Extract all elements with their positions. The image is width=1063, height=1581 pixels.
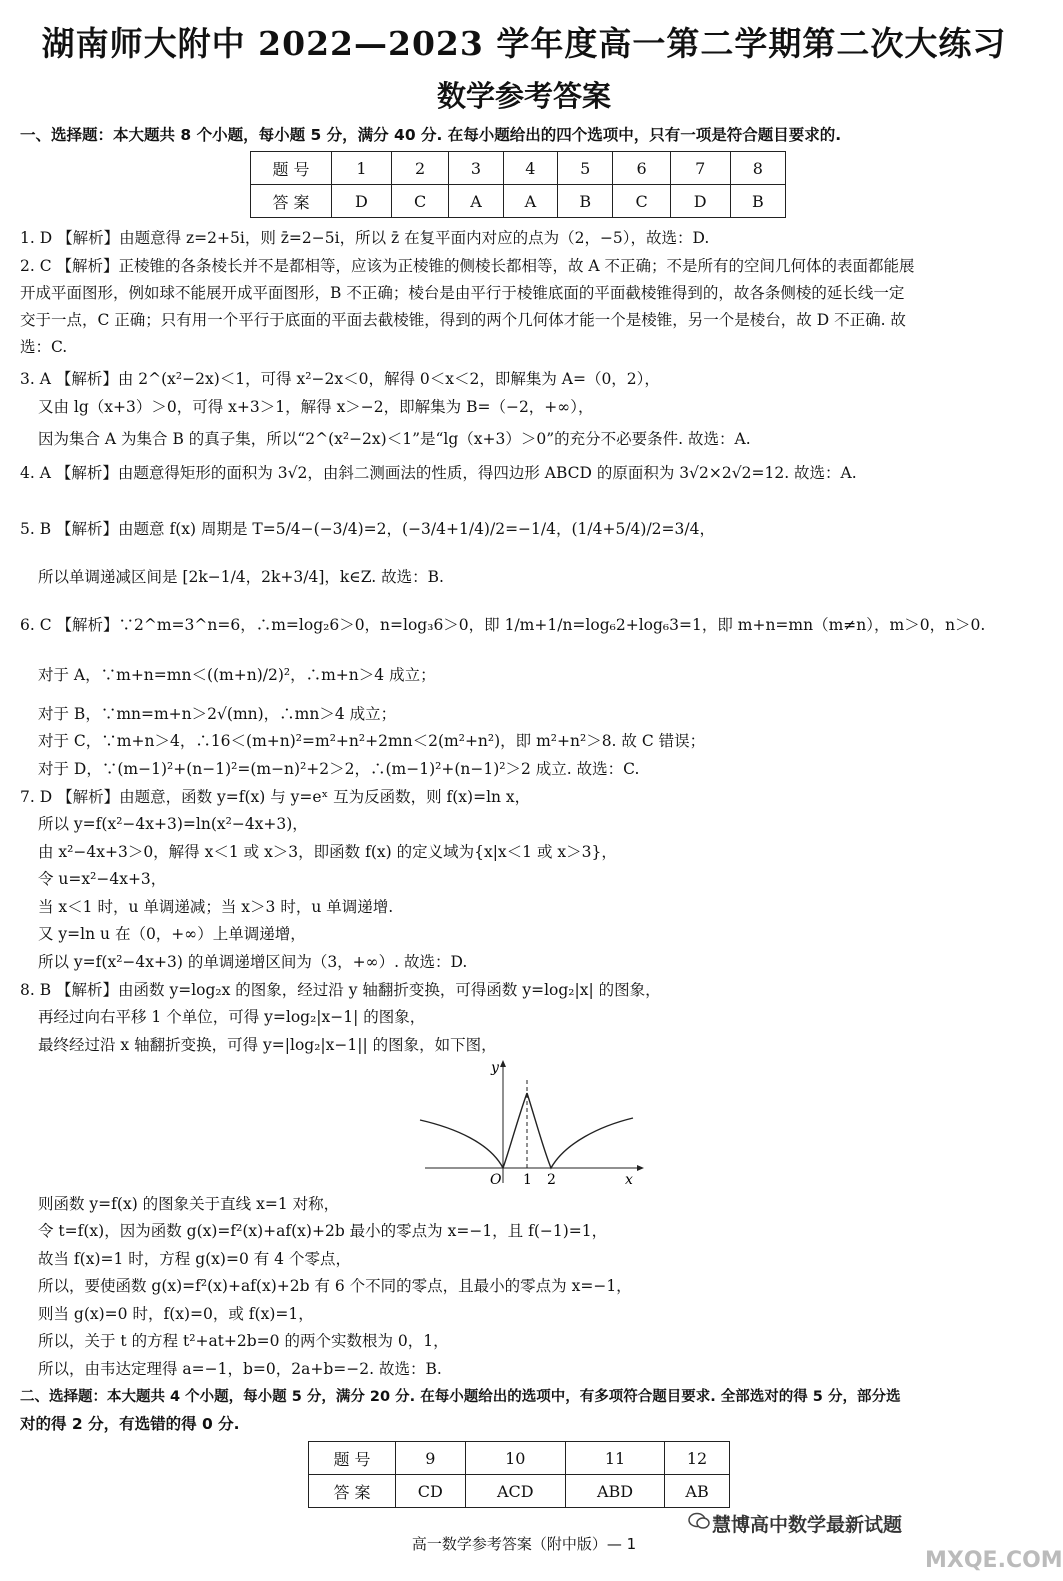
solution-line: 由 x²−4x+3＞0，解得 x＜1 或 x＞3，即函数 f(x) 的定义域为{x|x＜1 或 x＞3}， <box>38 843 617 861</box>
table-cell: B <box>558 185 613 218</box>
section2-heading-cont: 对的得 2 分，有选错的得 0 分. <box>20 1415 240 1433</box>
solution-line: 6. C 【解析】∵2^m=3^n=6，∴m=log₂6＞0，n=log₃6＞0，即 1/m+1/n=log₆2+log₆3=1，即 m+n=mn（m≠n），m＞0，n＞0. <box>20 616 986 634</box>
table-row-label: 题 号 <box>251 152 332 185</box>
table-cell: CD <box>396 1475 466 1508</box>
x-axis-arrow-icon <box>637 1165 644 1171</box>
solution-line: 3. A 【解析】由 2^(x²−2x)＜1，可得 x²−2x＜0，解得 0＜x＜2，即解集为 A=（0，2）， <box>20 370 660 388</box>
solution-line: 最终经过沿 x 轴翻折变换，可得 y=|log₂|x−1|| 的图象，如下图， <box>38 1036 497 1054</box>
solution-line: 所以 y=f(x²−4x+3) 的单调递增区间为（3，+∞）. 故选：D. <box>38 953 468 971</box>
table-row <box>309 1475 730 1508</box>
section2-heading: 二、选择题：本大题共 4 个小题，每小题 5 分，满分 20 分. 在每小题给出的选项中，有多项符合题目要求. 全部选对的得 5 分，部分选 <box>20 1389 901 1405</box>
table-cell: 7 <box>670 152 730 185</box>
solution-line: 选：C. <box>20 338 68 356</box>
x-axis-label: x <box>625 1172 633 1188</box>
table-cell: 8 <box>730 152 785 185</box>
solution-line: 所以 y=f(x²−4x+3)=ln(x²−4x+3)， <box>38 815 308 833</box>
table-cell: C <box>391 185 448 218</box>
solution-line: 又 y=ln u 在（0，+∞）上单调递增， <box>38 925 306 943</box>
section1-heading: 一、选择题：本大题共 8 个小题，每小题 5 分，满分 40 分. 在每小题给出的四个选项中，只有一项是符合题目要求的. <box>20 126 842 144</box>
page-subtitle: 数学参考答案 <box>436 79 611 113</box>
table-cell: 9 <box>396 1442 466 1475</box>
solution-line: 令 u=x²−4x+3， <box>38 870 167 888</box>
page-footer: 高一数学参考答案（附中版）— 1 <box>411 1535 637 1553</box>
solution-line: 所以单调递减区间是 [2k−1/4，2k+3/4]，k∈Z. 故选：B. <box>38 568 444 586</box>
table-row-label: 题 号 <box>309 1442 396 1475</box>
curve-left <box>420 1093 527 1168</box>
watermark-site: MXQE.COM <box>925 1548 1063 1573</box>
table-cell: 1 <box>332 152 392 185</box>
table-row-label: 答 案 <box>251 185 332 218</box>
table-cell: 5 <box>558 152 613 185</box>
solution-line: 所以，由韦达定理得 a=−1，b=0，2a+b=−2. 故选：B. <box>38 1360 442 1378</box>
table-cell: B <box>730 185 785 218</box>
table-cell: 12 <box>665 1442 730 1475</box>
solution-line: 5. B 【解析】由题意 f(x) 周期是 T=5/4−(−3/4)=2，(−3/4+1/4)/2=−1/4，(1/4+5/4)/2=3/4， <box>20 520 715 538</box>
table-cell: C <box>613 185 670 218</box>
table-cell: 6 <box>613 152 670 185</box>
table-cell: 10 <box>465 1442 565 1475</box>
table-cell: 3 <box>449 152 503 185</box>
table-cell: 4 <box>503 152 557 185</box>
table-cell: A <box>503 185 557 218</box>
table-cell: D <box>670 185 730 218</box>
curve-right <box>527 1093 633 1168</box>
solution-line: 4. A 【解析】由题意得矩形的面积为 3√2，由斜二测画法的性质，得四边形 ABCD 的原面积为 3√2×2√2=12. 故选：A. <box>20 464 857 482</box>
table-row-label: 答 案 <box>309 1475 396 1508</box>
solution-line: 对于 A，∵m+n=mn＜((m+n)/2)²，∴m+n＞4 成立； <box>38 666 436 684</box>
table-cell: 2 <box>391 152 448 185</box>
solution-line: 对于 B，∵mn=m+n＞2√(mn)，∴mn＞4 成立； <box>38 705 397 723</box>
tick-label-2: 2 <box>547 1172 556 1188</box>
table-cell: A <box>449 185 503 218</box>
table-cell: AB <box>665 1475 730 1508</box>
solution-line: 1. D 【解析】由题意得 z=2+5i，则 z̄=2−5i，所以 z̄ 在复平面内对应的点为（2，−5），故选：D. <box>20 229 710 247</box>
solution-line: 交于一点，C 正确；只有用一个平行于底面的平面去截棱锥，得到的两个几何体才能一个是棱锥，另一个是棱台，故 D 不正确. 故 <box>20 311 906 329</box>
solution-line: 故当 f(x)=1 时，方程 g(x)=0 有 4 个零点， <box>38 1250 351 1268</box>
solution-line: 令 t=f(x)，因为函数 g(x)=f²(x)+af(x)+2b 最小的零点为 x=−1，且 f(−1)=1， <box>38 1222 608 1240</box>
table-row <box>251 152 786 185</box>
answer-table-1 <box>250 151 786 218</box>
table-row <box>251 185 786 218</box>
y-axis-arrow-icon <box>500 1060 506 1067</box>
solution-line: 当 x＜1 时，u 单调递减；当 x＞3 时，u 单调递增. <box>38 898 394 916</box>
solution-line: 则当 g(x)=0 时，f(x)=0，或 f(x)=1， <box>38 1305 314 1323</box>
table-cell: D <box>332 185 392 218</box>
solution-line: 所以，要使函数 g(x)=f²(x)+af(x)+2b 有 6 个不同的零点，且最小的零点为 x=−1， <box>38 1277 632 1295</box>
table-cell: ABD <box>566 1475 665 1508</box>
solution-line: 2. C 【解析】正棱锥的各条棱长并不是都相等，应该为正棱锥的侧棱长都相等，故 A 不正确；不是所有的空间几何体的表面都能展 <box>20 257 915 275</box>
solution-line: 开成平面图形，例如球不能展开成平面图形，B 不正确；棱台是由平行于棱锥底面的平面截棱锥得到的，故各条侧棱的延长线一定 <box>20 284 905 302</box>
solution-line: 又由 lg（x+3）＞0，可得 x+3＞1，解得 x＞−2，即解集为 B=（−2，+∞）， <box>38 398 594 416</box>
solution-line: 则函数 y=f(x) 的图象关于直线 x=1 对称， <box>38 1195 340 1213</box>
chat-bubble-icon <box>688 1512 710 1530</box>
table-row <box>309 1442 730 1475</box>
function-graph <box>415 1058 645 1188</box>
table-cell: ACD <box>465 1475 565 1508</box>
solution-line: 因为集合 A 为集合 B 的真子集，所以“2^(x²−2x)＜1”是“lg（x+3）＞0”的充分不必要条件. 故选：A. <box>38 430 751 448</box>
tick-label-1: 1 <box>523 1172 532 1188</box>
origin-label: O <box>490 1172 502 1188</box>
solution-line: 对于 D，∵(m−1)²+(n−1)²=(m−n)²+2＞2，∴(m−1)²+(n−1)²＞2 成立. 故选：C. <box>38 760 640 778</box>
answer-table-2 <box>308 1441 730 1508</box>
solution-line: 7. D 【解析】由题意，函数 y=f(x) 与 y=eˣ 互为反函数，则 f(x)=ln x， <box>20 788 531 806</box>
table-cell: 11 <box>566 1442 665 1475</box>
watermark-text: 慧博高中数学最新试题 <box>712 1514 903 1536</box>
page-title: 湖南师大附中 2022—2023 学年度高一第二学期第二次大练习 <box>41 24 1007 63</box>
solution-line: 所以，关于 t 的方程 t²+at+2b=0 的两个实数根为 0，1， <box>38 1332 449 1350</box>
solution-line: 对于 C，∵m+n＞4，∴16＜(m+n)²=m²+n²+2mn＜2(m²+n²)，即 m²+n²＞8. 故 C 错误； <box>38 732 706 750</box>
solution-line: 8. B 【解析】由函数 y=log₂x 的图象，经过沿 y 轴翻折变换，可得函数 y=log₂|x| 的图象， <box>20 981 661 999</box>
y-axis-label: y <box>491 1060 499 1076</box>
solution-line: 再经过向右平移 1 个单位，可得 y=log₂|x−1| 的图象， <box>38 1008 426 1026</box>
